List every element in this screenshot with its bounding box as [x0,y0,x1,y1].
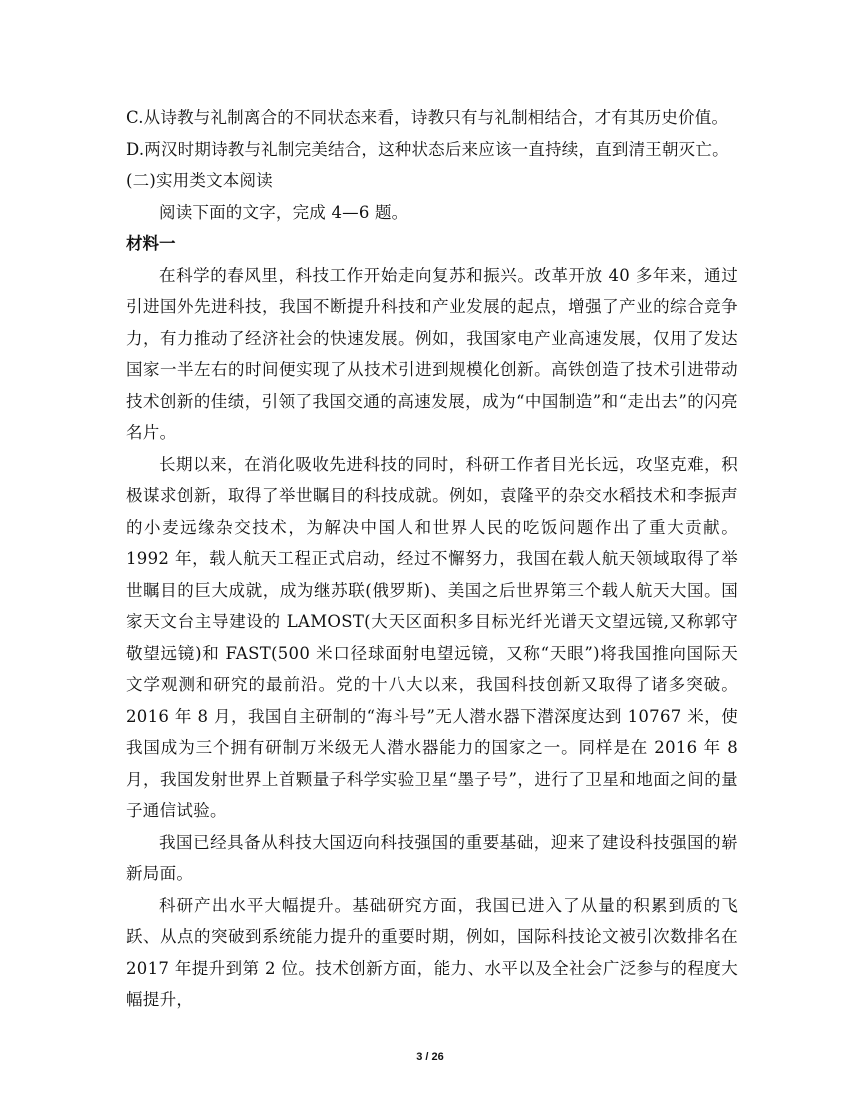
paragraph: 科研产出水平大幅提升。基础研究方面，我国已进入了从量的积累到质的飞跃、从点的突破到系统能力提升的重要时期，例如，国际科技论文被引次数排名在 2017 年提升到第 2 位。技术创新方面，能力、水平以及全社会广泛参与的程度大幅提升， [126,895,738,1009]
paragraph: 长期以来，在消化吸收先进科技的同时，科研工作者目光长远，攻坚克难，积极谋求创新，取得了举世瞩目的科技成就。例如，袁隆平的杂交水稻技术和李振声的小麦远缘杂交技术，为解决中国人和世界人民的吃饭问题作出了重大贡献。1992 年，载人航天工程正式启动，经过不懈努力，我国在载人航天领域取得了举世瞩目的巨大成就，成为继苏联(俄罗斯)、美国之后世界第三个载人航天大国。国家天文台主导建设的 LAMOST(大天区面积多目标光纤光谱天文望远镜,又称郭守敬望远镜)和 FAST(500 米口径球面射电望远镜，又称“天眼”)将我国推向国际天文学观测和研究的最前沿。党的十八大以来，我国科技创新又取得了诸多突破。2016 年 8 月，我国自主研制的“海斗号”无人潜水器下潜深度达到 10767 米，使我国成为三个拥有研制万米级无人潜水器能力的国家之一。同样是在 2016 年 8 月，我国发射世界上首颗量子科学实验卫星“墨子号”，进行了卫星和地面之间的量子通信试验。 [126,454,738,820]
option-d-line: D.两汉时期诗教与礼制完美结合，这种状态后来应该一直持续，直到清王朝灭亡。 [126,139,729,159]
page-content [126,102,738,1016]
option-c-line: C.从诗教与礼制离合的不同状态来看，诗教只有与礼制相结合，才有其历史价值。 [126,108,729,127]
paragraph: 我国已经具备从科技大国迈向科技强国的重要基础，迎来了建设科技强国的崭新局面。 [126,832,738,883]
reading-instruction: 阅读下面的文字，完成 4—6 题。 [159,202,409,222]
paragraph: 在科学的春风里，科技工作开始走向复苏和振兴。改革开放 40 多年来，通过引进国外先进科技，我国不断提升科技和产业发展的起点，增强了产业的综合竞争力，有力推动了经济社会的快速发展。例如，我国家电产业高速发展，仅用了发达国家一半左右的时间便实现了从技术引进到规模化创新。高铁创造了技术引进带动技术创新的佳绩，引领了我国交通的高速发展，成为“中国制造”和“走出去”的闪亮名片。 [126,265,738,442]
material-heading: 材料一 [126,234,176,253]
section-title: (二)实用类文本阅读 [126,171,273,190]
page-number: 3 / 26 [416,1051,444,1063]
